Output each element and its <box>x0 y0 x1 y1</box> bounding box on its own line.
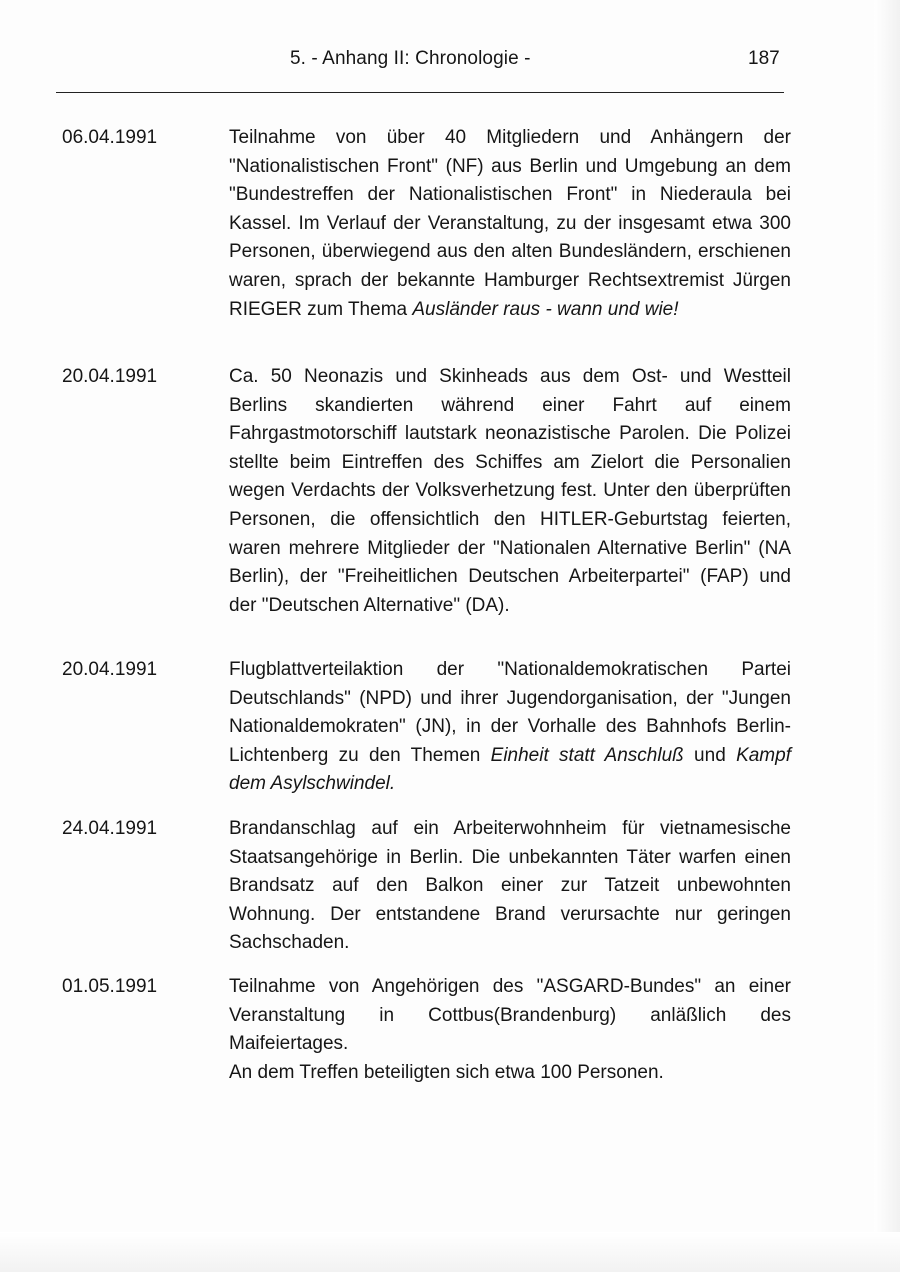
running-head: 5. - Anhang II: Chronologie - <box>290 48 531 69</box>
entry-text <box>229 973 791 1087</box>
entry-italic-title: Kampf dem Asylschwindel. <box>229 744 791 795</box>
scan-edge-right <box>874 0 900 1272</box>
entry-date: 06.04.1991 <box>62 127 158 148</box>
entry-text <box>229 656 791 799</box>
entry-text <box>229 363 791 620</box>
entry-text-part: Ca. 50 Neonazis und Skinheads aus dem Ost- und Westteil Berlins skandierten während einer Fahrt auf einem Fahrgastmotorschiff lautstark neonazistische Parolen. Die Polizei stellte beim Eintreffen des Schiffes am Zielort die Personalien wegen Verdachts der Volksverhetzung fest. Unter den überprüften Personen, die offensichtlich den HITLER-Geburtstag feierten, waren mehrere Mitglieder der "Nationalen Alternative Berlin" (NA Berlin), der "Freiheitlichen Deutschen Arbeiterpartei" (FAP) und der "Deutschen Alternative" (DA). <box>229 366 791 616</box>
entry-text-part: Teilnahme von Angehörigen des "ASGARD-Bundes" an einer Veranstaltung in Cottbus(Brandenburg) anläßlich des Maifeiertages. <box>229 976 791 1055</box>
entry-text-part: Brandanschlag auf ein Arbeiterwohnheim für vietnamesische Staatsangehörige in Berlin. Die unbekannten Täter warfen einen Brandsatz auf den Balkon einer zur Tatzeit unbewohnten Wohnung. Der entstandene Brand verursachte nur geringen Sachschaden. <box>229 818 791 954</box>
entry-italic-title: Ausländer raus - wann und wie! <box>412 298 679 320</box>
entry-text-part: Teilnahme von über 40 Mitgliedern und Anhängern der "Nationalistischen Front" (NF) aus Berlin und Umgebung an dem "Bundestreffen der Nationalistischen Front" in Niederaula bei Kassel. Im Verlauf der Veranstaltung, zu der insgesamt etwa 300 Personen, überwiegend aus den alten Bundesländern, erschienen waren, sprach der bekannte Hamburger Rechtsextremist Jürgen RIEGER zum Thema <box>229 127 791 320</box>
scan-edge-bottom <box>0 1232 900 1272</box>
entry-text-part: und <box>683 744 737 766</box>
entry-text <box>229 124 791 324</box>
entry-text-part: Flugblattverteilaktion der "Nationaldemokratischen Partei Deutschlands" (NPD) und ihrer Jugendorganisation, der "Jungen Nationaldemokraten" (JN), in der Vorhalle des Bahnhofs Berlin-Lichtenberg zu den Themen <box>229 659 791 766</box>
entry-date: 24.04.1991 <box>62 818 158 839</box>
entry-date: 01.05.1991 <box>62 976 158 997</box>
entry-text <box>229 815 791 958</box>
page-number: 187 <box>748 48 780 69</box>
entry-date: 20.04.1991 <box>62 659 158 680</box>
entry-text-part: An dem Treffen beteiligten sich etwa 100 Personen. <box>229 1061 664 1083</box>
entry-italic-title: Einheit statt Anschluß <box>490 744 684 766</box>
entry-date: 20.04.1991 <box>62 366 158 387</box>
header-rule <box>56 92 784 93</box>
